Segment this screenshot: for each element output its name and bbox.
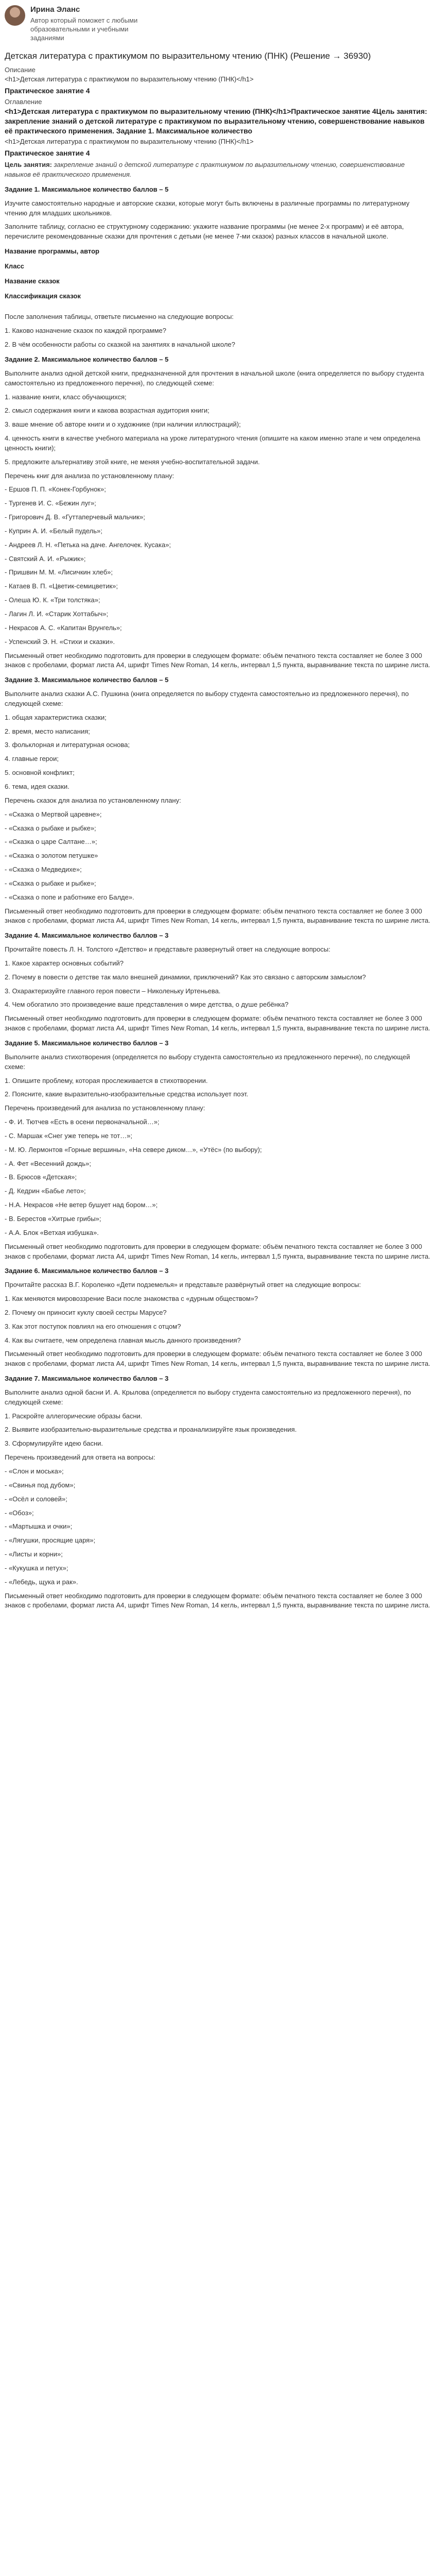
task-heading: Задание 5. Максимальное количество баллов – 3 [5,1039,169,1047]
paragraph: - А. Фет «Весенний дождь»; [5,1159,92,1167]
paragraph: - «Осёл и соловей»; [5,1495,67,1503]
paragraph: 6. тема, идея сказки. [5,782,69,790]
page-title: Детская литература с практикумом по выразительному чтению (ПНК) (Решение → 36930) [5,51,371,61]
paragraph: 2. Выявите изобразительно-выразительные средства и проанализируйте язык произведения. [5,1426,297,1434]
paragraph: Перечень произведений для ответа на вопросы: [5,1453,155,1462]
author-description: Автор который поможет с любыми образовательными и учебными заданиями [30,16,138,42]
paragraph: - «Сказка о царе Салтане…»; [5,838,97,846]
paragraph: - Святский А. И. «Рыжик»; [5,554,86,563]
paragraph: - Лагин Л. И. «Старик Хоттабыч»; [5,610,109,618]
paragraph: - «Сказка о рыбаке и рыбке»; [5,824,96,832]
paragraph: 2. Почему в повести о детстве так мало внешней динамики, приключений? Как это связано с авторским замыслом? [5,973,366,981]
author-avatar[interactable] [5,5,25,26]
paragraph: Письменный ответ необходимо подготовить для проверки в следующем формате: объём печатного текста составляет не более 3 000 знаков с пробелами, формат листа А4, шрифт Times New Roman, 14 кегль, интервал 1,5 пункта, выравнивание текста по ширине листа. [5,1591,430,1609]
goal-label: Цель занятия: [5,161,52,169]
paragraph: Перечень произведений для анализа по установленному плану: [5,1104,205,1112]
paragraph: - В. Брюсов «Детская»; [5,1173,77,1181]
paragraph: Выполните анализ стихотворения (определяется по выбору студента самостоятельно из предложенного перечня), по следующей схеме: [5,1053,410,1071]
paragraph: 3. Как этот поступок повлиял на его отношения с отцом? [5,1322,181,1330]
paragraph: - «Обоз»; [5,1509,34,1517]
paragraph: 4. Как вы считаете, чем определена главная мысль данного произведения? [5,1336,241,1344]
toc-label: Оглавление [5,97,42,106]
description-label: Описание [5,65,36,74]
paragraph: - «Сказка о Медведихе»; [5,866,82,874]
paragraph: - Катаев В. П. «Цветик-семицветик»; [5,582,118,590]
paragraph: 1. Какое характер основных событий? [5,959,124,967]
paragraph: - «Слон и моська»; [5,1467,64,1475]
lesson-content [5,185,431,1611]
paragraph: - Н.А. Некрасов «Не ветер бушует над бором…»; [5,1201,158,1209]
paragraph: 2. смысл содержания книги и какова возрастная аудитория книги; [5,406,210,415]
task-heading: Задание 4. Максимальное количество баллов – 3 [5,931,169,940]
paragraph: - Олеша Ю. К. «Три толстяка»; [5,596,100,604]
lesson-title: Практическое занятие 4 [5,87,90,95]
paragraph: Выполните анализ одной детской книги, предназначенной для прочтения в начальной школе (книга определяется по выбору студента самостоятельно из предложенного перечня), по следующей схеме: [5,369,424,387]
toc-text: <h1>Детская литература с практикумом по выразительному чтению (ПНК)</h1>Практическое занятие 4Цель занятия: закрепление знаний о детской литературе с практикумом по выразительному чтению, совершенствование навыков её практического применения. Задание 1. Максимальное количество [5,107,427,135]
paragraph: 1. общая характеристика сказки; [5,713,107,721]
description-text-repeat: <h1>Детская литература с практикумом по выразительному чтению (ПНК)</h1> [5,138,254,146]
paragraph: - «Сказка о золотом петушке» [5,852,98,860]
paragraph: - В. Берестов «Хитрые грибы»; [5,1214,101,1223]
task-heading: Задание 2. Максимальное количество баллов – 5 [5,355,169,363]
table-column-heading: Название сказок [5,277,60,285]
paragraph: - Некрасов А. С. «Капитан Врунгель»; [5,623,122,632]
paragraph: - Ершов П. П. «Конек-Горбунок»; [5,485,106,494]
spacer [5,305,431,312]
paragraph: - Д. Кедрин «Бабье лето»; [5,1187,86,1195]
lesson-title-repeat: Практическое занятие 4 [5,148,90,157]
paragraph: - «Сказка о Мертвой царевне»; [5,810,102,818]
paragraph: Выполните анализ одной басни И. А. Крылова (определяется по выбору студента самостоятельно из предложенного перечня), по следующей схеме: [5,1388,411,1406]
paragraph: 1. Раскройте аллегорические образы басни. [5,1412,143,1420]
paragraph: 1. Опишите проблему, которая прослеживается в стихотворении. [5,1076,208,1084]
table-column-heading: Классификация сказок [5,292,81,300]
task-heading: Задание 1. Максимальное количество баллов – 5 [5,185,169,193]
table-column-heading: Класс [5,262,24,270]
description-text: <h1>Детская литература с практикумом по выразительному чтению (ПНК)</h1> [5,75,254,83]
paragraph: Письменный ответ необходимо подготовить для проверки в следующем формате: объём печатного текста составляет не более 3 000 знаков с пробелами, формат листа А4, шрифт Times New Roman, 14 кегль, интервал 1,5 пункта, выравнивание текста по ширине листа. [5,651,430,669]
paragraph: - Григорович Д. В. «Гуттаперчевый мальчик»; [5,513,145,521]
paragraph: Письменный ответ необходимо подготовить для проверки в следующем формате: объём печатного текста составляет не более 3 000 знаков с пробелами, формат листа А4, шрифт Times New Roman, 14 кегль, интервал 1,5 пункта, выравнивание текста по ширине листа. [5,1242,430,1260]
lesson-goal [5,160,431,180]
paragraph: Письменный ответ необходимо подготовить для проверки в следующем формате: объём печатного текста составляет не более 3 000 знаков с пробелами, формат листа А4, шрифт Times New Roman, 14 кегль, интервал 1,5 пункта, выравнивание текста по ширине листа. [5,1350,430,1368]
paragraph: - «Листы и корни»; [5,1550,63,1558]
paragraph: - Ф. И. Тютчев «Есть в осени первоначальной…»; [5,1118,160,1126]
table-column-heading: Название программы, автор [5,247,99,256]
paragraph: Письменный ответ необходимо подготовить для проверки в следующем формате: объём печатного текста составляет не более 3 000 знаков с пробелами, формат листа А4, шрифт Times New Roman, 14 кегль, интервал 1,5 пункта, выравнивание текста по ширине листа. [5,907,430,925]
paragraph: Прочитайте рассказ В.Г. Короленко «Дети подземелья» и представьте развёрнутый ответ на следующие вопросы: [5,1281,361,1289]
paragraph: - «Сказка о рыбаке и рыбке»; [5,879,96,887]
paragraph: Перечень сказок для анализа по установленному плану: [5,796,181,804]
paragraph: 3. Сформулируйте идею басни. [5,1439,103,1448]
paragraph: 3. фольклорная и литературная основа; [5,741,130,749]
paragraph: - Пришвин М. М. «Лисичкин хлеб»; [5,568,113,577]
paragraph: Изучите самостоятельно народные и авторские сказки, которые могут быть включены в различные программы по литературному чтению для младших школьников. [5,199,410,217]
paragraph: 5. основной конфликт; [5,769,75,777]
paragraph: - «Лебедь, щука и рак». [5,1578,78,1586]
paragraph: - А.А. Блок «Ветхая избушка». [5,1228,99,1236]
paragraph: - «Лягушки, просящие царя»; [5,1536,96,1545]
paragraph: - «Сказка о попе и работнике его Балде». [5,893,134,901]
author-header [5,0,431,48]
paragraph: - Андреев Л. Н. «Петька на даче. Ангелочек. Кусака»; [5,540,171,549]
paragraph: 2. Почему он приносит куклу своей сестры Марусе? [5,1308,167,1316]
paragraph: - Успенский Э. Н. «Стихи и сказки». [5,637,115,646]
paragraph: - Тургенев И. С. «Бежин луг»; [5,499,96,507]
paragraph: - «Мартышка и очки»; [5,1522,73,1531]
paragraph: Заполните таблицу, согласно ее структурному содержанию: укажите название программы (не менее 2-х программ) и её автора, перечислите рекомендованные сказки для прочтения с детьми (не менее 7-ми сказок) разных классов в начальной школе. [5,223,404,241]
task-heading: Задание 3. Максимальное количество баллов – 5 [5,676,169,684]
paragraph: Выполните анализ сказки А.С. Пушкина (книга определяется по выбору студента самостоятельно из предложенного перечня), по следующей схеме: [5,690,409,707]
paragraph: 3. ваше мнение об авторе книги и о художнике (при наличии иллюстраций); [5,420,241,429]
author-name[interactable]: Ирина Эланс [30,5,80,14]
goal-text: закрепление знаний о детской литературе с практикумом по выразительному чтению, совершенствование навыков её практического применения. [5,161,405,178]
task-heading: Задание 7. Максимальное количество баллов – 3 [5,1375,169,1383]
paragraph: 1. Каково назначение сказок по каждой программе? [5,327,166,335]
paragraph: Письменный ответ необходимо подготовить для проверки в следующем формате: объём печатного текста составляет не более 3 000 знаков с пробелами, формат листа А4, шрифт Times New Roman, 14 кегль, интервал 1,5 пункта, выравнивание текста по ширине листа. [5,1014,430,1032]
paragraph: 2. время, место написания; [5,727,90,735]
paragraph: 2. Поясните, какие выразительно-изобразительные средства использует поэт. [5,1090,249,1098]
paragraph: 3. Охарактеризуйте главного героя повести – Николеньку Иртеньева. [5,987,221,995]
paragraph: 5. предложите альтернативу этой книге, не меняя учебно-воспитательной задачи. [5,457,260,466]
paragraph: - «Свинья под дубом»; [5,1481,76,1489]
author-info [30,4,149,42]
paragraph: 1. Как меняются мировоззрение Васи после знакомства с «дурным обществом»? [5,1295,258,1303]
paragraph: 4. главные герои; [5,755,59,763]
paragraph: После заполнения таблицы, ответьте письменно на следующие вопросы: [5,313,234,321]
paragraph: - Куприн А. И. «Белый пудель»; [5,527,102,535]
task-heading: Задание 6. Максимальное количество баллов – 3 [5,1267,169,1275]
paragraph: Перечень книг для анализа по установленному плану: [5,471,175,480]
paragraph: 2. В чём особенности работы со сказкой на занятиях в начальной школе? [5,341,235,349]
paragraph: - М. Ю. Лермонтов «Горные вершины», «На севере диком…», «Утёс» (по выбору); [5,1145,262,1154]
paragraph: Прочитайте повесть Л. Н. Толстого «Детство» и представьте развернутый ответ на следующие вопросы: [5,945,330,954]
paragraph: 4. ценность книги в качестве учебного материала на уроке литературного чтения (опишите на каком именно этапе и чем определена ценность книги); [5,434,421,452]
paragraph: - «Кукушка и петух»; [5,1564,68,1572]
paragraph: - С. Маршак «Снег уже теперь не тот…»; [5,1131,133,1140]
paragraph: 4. Чем обогатило это произведение ваше представления о мире детства, о душе ребёнка? [5,1001,289,1009]
paragraph: 1. название книги, класс обучающихся; [5,393,127,401]
